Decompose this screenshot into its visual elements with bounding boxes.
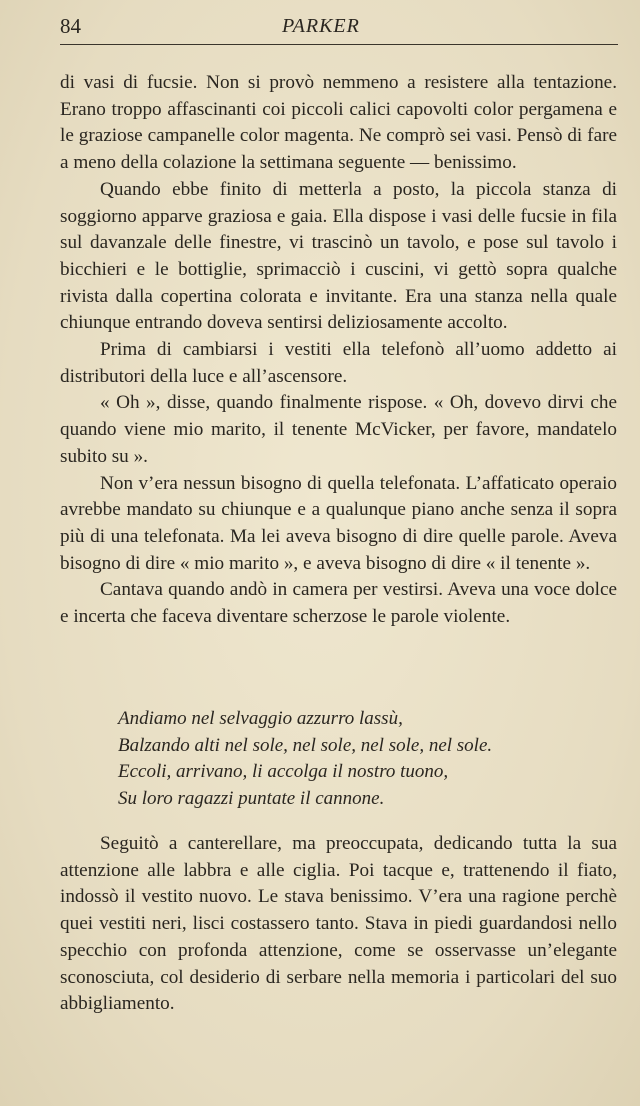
poem-line: Balzando alti nel sole, nel sole, nel sole, nel sole. [118, 734, 493, 756]
body-text-top [60, 70, 617, 631]
poem-line: Eccoli, arrivano, li accolga il nostro tuono, [118, 761, 449, 783]
paragraph: Prima di cambiarsi i vestiti ella telefonò all’uomo addetto ai distributori della luce e all’ascensore. [60, 339, 617, 387]
paragraph: « Oh », disse, quando finalmente rispose. « Oh, dovevo dirvi che quando viene mio marito, il tenente McVicker, per favore, mandatelo subito su ». [60, 392, 617, 467]
running-head: PARKER [282, 15, 360, 37]
page-number: 84 [60, 14, 81, 38]
body-text-bottom [60, 831, 617, 1018]
poem-line: Andiamo nel selvaggio azzurro lassù, [118, 708, 403, 729]
paragraph: Seguitò a canterellare, ma preoccupata, dedicando tutta la sua attenzione alle labbra e alle ciglia. Poi tacque e, trattenendo il fiato, indossò il vestito nuovo. Le stava benissimo. V’era una ragione perchè quei vestiti neri, lisci costassero tanto. Stava in piedi guardandosi nello specchio con profonda attenzione, come se osservasse un’elegante sconosciuta, col desiderio di serbare nella memoria i particolari del suo abbigliamento. [60, 833, 617, 1015]
paragraph: Non v’era nessun bisogno di quella telefonata. L’affaticato operaio avrebbe mandato su chiunque e a qualunque piano anche senza il sopra più di una telefonata. Ma lei aveva bisogno di dire quelle parole. Aveva bisogno di dire « mio marito », e aveva bisogno di dire « il tenente ». [60, 472, 617, 574]
paragraph: di vasi di fucsie. Non si provò nemmeno a resistere alla tentazione. Erano troppo affascinanti coi piccoli calici capovolti color pergamena e le graziose campanelle color magenta. Ne comprò sei vasi. Pensò di fare a meno della colazione la settimana seguente — benissimo. [60, 72, 617, 174]
page-header [60, 8, 620, 44]
header-rule [60, 44, 618, 45]
paragraph: Quando ebbe finito di metterla a posto, la piccola stanza di soggiorno apparve graziosa e gaia. Ella dispose i vasi delle fucsie in fila sul davanzale delle finestre, vi trascinò un tavolo, e pose sul tavolo i bicchieri e le bottiglie, sprimacciò i cuscini, vi gettò sopra qualche rivista dalla copertina colorata e invitante. Era una stanza nella quale chiunque entrando doveva sentirsi deliziosamente accolto. [60, 178, 617, 334]
poem-line: Su loro ragazzi puntate il cannone. [118, 788, 385, 810]
paragraph: Cantava quando andò in camera per vestirsi. Aveva una voce dolce e incerta che faceva diventare scherzose le parole violente. [60, 579, 617, 628]
poem-verse [118, 706, 492, 813]
